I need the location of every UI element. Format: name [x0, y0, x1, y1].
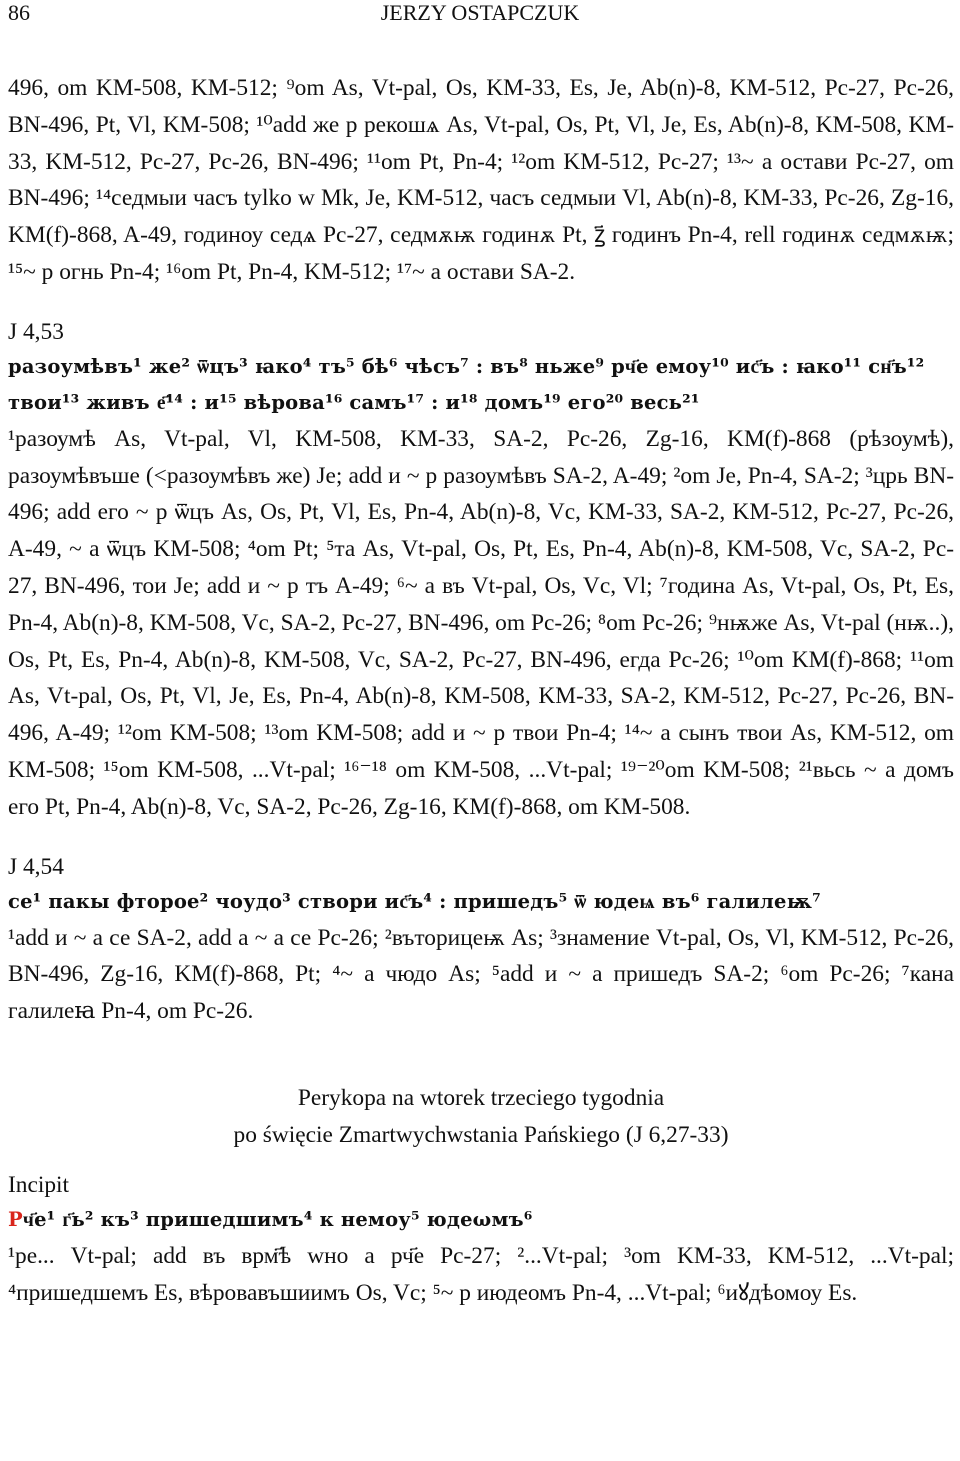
incipit-label: Incipit	[8, 1171, 70, 1198]
incipit-lemma	[8, 1202, 954, 1238]
incipit-lemma-text: ч҃е¹ г҃ь² къ³ пришедшимъ⁴ к немоу⁵ юдеωмъ⁶	[22, 1207, 533, 1231]
running-header	[0, 0, 960, 30]
page-number: 86	[8, 0, 30, 25]
page-content	[8, 70, 954, 1312]
running-title: JERZY OSTAPCZUK	[380, 0, 580, 25]
verse-reference-4-54: J 4,54	[8, 853, 64, 880]
section-title-line-2: po święcie Zmartwychwstania Pańskiego (J 6,27-33)	[233, 1121, 729, 1148]
apparatus-4-54: ¹add и ~ а се SA-2, add а ~ а се Pc-26; ²въторицеѭ As; ³знамение Vt-pal, Os, Vl, KM-512, Pc-26, BN-496, Zg-16, KM(f)-868, Pt; ⁴~ а чюдо As; ⁵add и ~ а пришедъ SA-2; ⁶om Pc-26; ⁷кана галилеꙗ Pn-4, om Pc-26.	[8, 924, 954, 1025]
apparatus-4-53: ¹разоумѣ As, Vt-pal, Vl, KM-508, KM-33, SA-2, Pc-26, Zg-16, KM(f)-868 (рѣзоумѣ), разоумѣвъше (<разоумѣвъ же) Je; add и ~ р разоумѣвъ SA-2, A-49; ²om Je, Pn-4, SA-2; ³црь BN-496; add его ~ р ѿцъ As, Os, Pt, Vl, Es, Pn-4, Ab(n)-8, Vc, KM-33, SA-2, KM-512, Pc-27, Pc-26, A-49, ~ а ѿцъ KM-508; ⁴om Pt; ⁵та As, Vt-pal, Os, Pt, Es, Pn-4, Ab(n)-8, KM-508, Vc, SA-2, Pc-27, BN-496, тои Je; add и ~ р тъ A-49; ⁶~ а въ Vt-pal, Os, Vc, Vl; ⁷година As, Vt-pal, Os, Pt, Es, Pn-4, Ab(n)-8, KM-508, Vc, SA-2, Pc-27, BN-496, om Pc-26; ⁸om Pc-26; ⁹нѭже As, Vt-pal (нѭ..), Os, Pt, Es, Pn-4, Ab(n)-8, KM-508, Vc, SA-2, Pc-27, BN-496, егда Pc-26; ¹⁰om KM(f)-868; ¹¹om As, Vt-pal, Os, Pt, Vl, Je, Es, Pn-4, Ab(n)-8, KM-508, KM-33, SA-2, KM-512, Pc-27, Pc-26, BN-496, A-49; ¹²om KM-508; ¹³om KM-508; add и ~ р твои Pn-4; ¹⁴~ а сынъ твои As, KM-512, om KM-508; ¹⁵om KM-508, ...Vt-pal; ¹⁶⁻¹⁸ om KM-508, ...Vt-pal; ¹⁹⁻²⁰om KM-508; ²¹вьсь ~ а домъ его Pt, Pn-4, Ab(n)-8, Vc, SA-2, Pc-26, Zg-16, KM(f)-868, om KM-508.	[8, 425, 954, 820]
apparatus-continuation: 496, om KM-508, KM-512; ⁹om As, Vt-pal, Os, KM-33, Es, Je, Ab(n)-8, KM-512, Pc-27, Pc-26, BN-496, Pt, Vl, KM-508; ¹⁰add же р рекошѧ As, Vt-pal, Os, Pt, Vl, Je, Es, Ab(n)-8, KM-508, KM-33, KM-512, Pc-27, Pc-26, BN-496; ¹¹om Pt, Pn-4; ¹²om KM-512, Pc-27; ¹³~ а остави Pc-27, om BN-496; ¹⁴седмыи часъ tylko w Mk, Je, KM-512, часъ седмыи Vl, Ab(n)-8, KM-33, Pc-26, Zg-16, KM(f)-868, A-49, годиноу седѧ Pc-27, седмѫѭ годинѫ Pt, ꙁ҃ годинъ Pn-4, rell годинѫ седмѫѭ; ¹⁵~ р огнь Pn-4; ¹⁶om Pt, Pn-4, KM-512; ¹⁷~ а остави SA-2.	[8, 75, 954, 285]
rubric-initial: Р	[8, 1207, 23, 1231]
verse-reference-4-53: J 4,53	[8, 318, 64, 345]
lemma-text-4-53: разоумѣвъ¹ же² ѿцъ³ ꙗко⁴ тъ⁵ бѣ⁶ чѣсъ⁷ : въ⁸ ньже⁹ рч҃е емоу¹⁰ ис҃ъ : ꙗко¹¹ сн҃ъ¹² твои¹³ живъ е҃¹⁴ : и¹⁵ вѣрова¹⁶ самъ¹⁷ : и¹⁸ домъ¹⁹ его²⁰ весь²¹	[8, 354, 925, 414]
lemma-text-4-54: се¹ пакы фторое² чоудо³ створи ис҃ъ⁴ : пришедъ⁵ ѿ юдеѩ въ⁶ галилеѭ⁷	[8, 889, 821, 913]
section-title-line-1: Perykopa na wtorek trzeciego tygodnia	[297, 1084, 665, 1111]
apparatus-incipit: ¹ре... Vt-pal; add въ врм҃ѣ wно а рч҃е Pc-27; ²...Vt-pal; ³om KM-33, KM-512, ...Vt-pal; ⁴пришедшемъ Es, вѣровавъшиимъ Os, Vc; ⁵~ р июдеомъ Pn-4, ...Vt-pal; ⁶иꙋдѣомоу Es.	[8, 1242, 954, 1306]
